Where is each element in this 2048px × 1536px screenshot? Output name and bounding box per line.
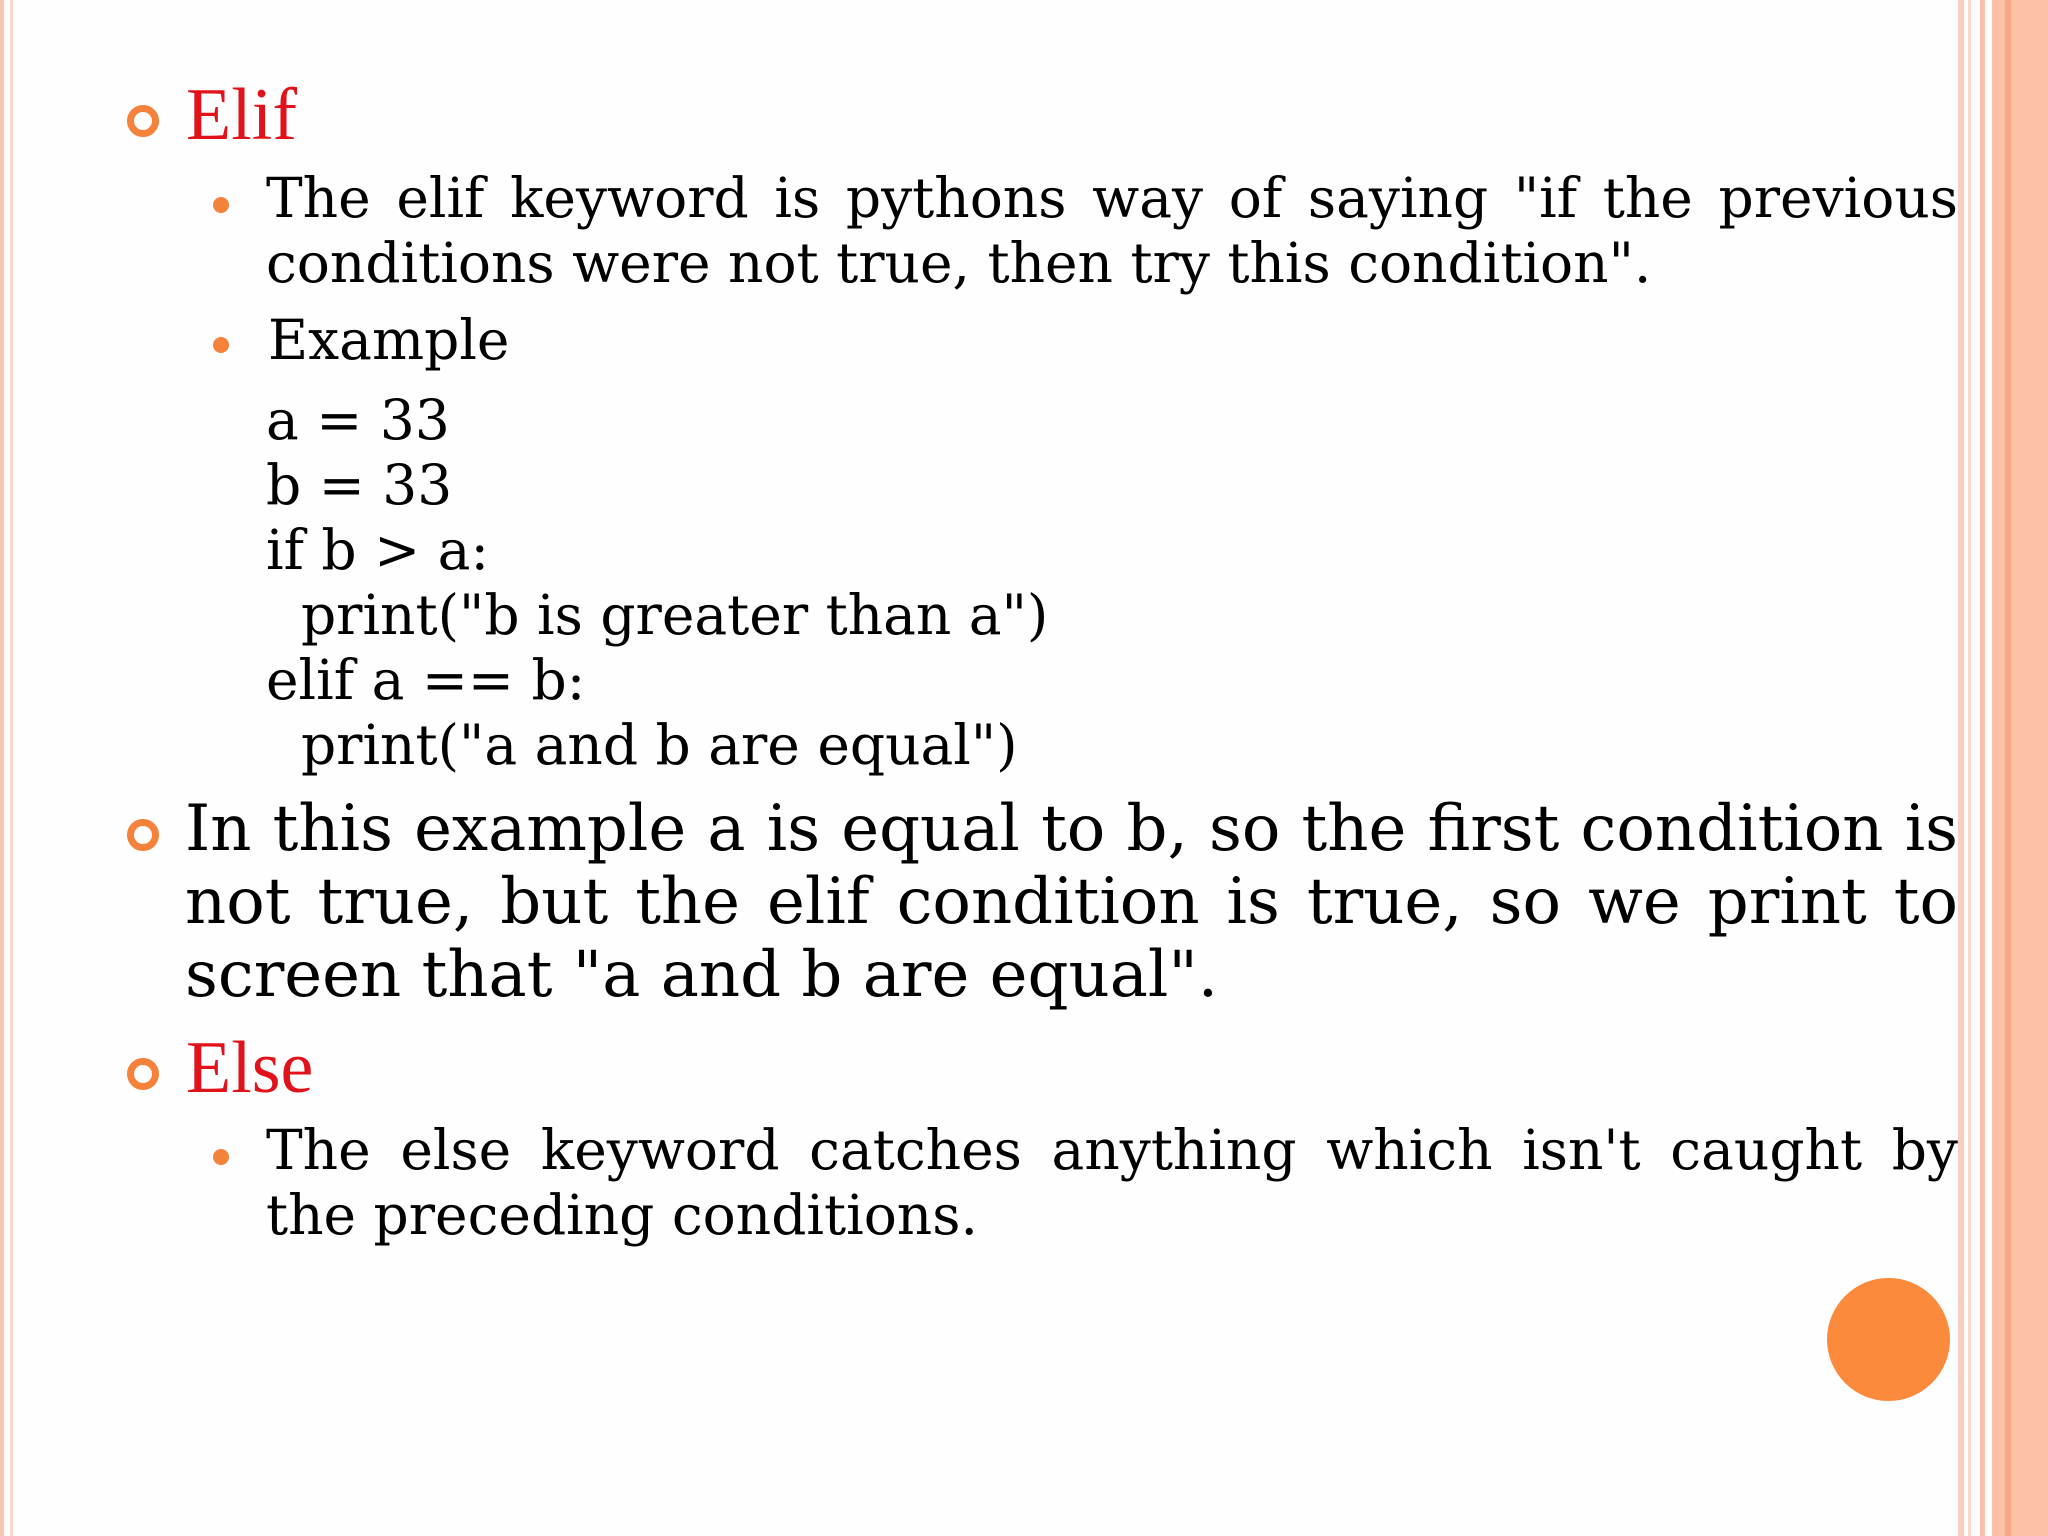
code-line: print("a and b are equal"): [266, 713, 1018, 777]
dot-bullet-icon: [213, 197, 229, 213]
right-border-stripe: [1958, 0, 1964, 1536]
elif-heading: Elif: [186, 74, 297, 156]
else-heading: Else: [186, 1027, 314, 1109]
code-line: elif a == b:: [266, 648, 586, 712]
dot-bullet-icon: [213, 1149, 229, 1165]
explanation-paragraph: In this example a is equal to b, so the first condition is not true, but the elif condition is true, so we print to screen that "a and b are equal".: [185, 792, 1958, 1012]
code-line: print("b is greater than a"): [266, 583, 1049, 647]
elif-description: The elif keyword is pythons way of saying "if the previous conditions were not true, then try this condition".: [266, 166, 1958, 295]
ring-bullet-icon: [127, 819, 159, 851]
right-border-stripe: [2005, 0, 2011, 1536]
example-label: Example: [268, 308, 510, 372]
right-border-stripe: [1968, 0, 1971, 1536]
code-line: if b > a:: [266, 518, 490, 582]
ring-bullet-icon: [127, 105, 159, 137]
ring-bullet-icon: [127, 1058, 159, 1090]
code-line: a = 33: [266, 388, 450, 452]
code-line: b = 33: [266, 453, 453, 517]
right-border-stripe: [1992, 0, 2048, 1536]
else-description: The else keyword catches anything which isn't caught by the preceding conditions.: [266, 1118, 1958, 1247]
dot-bullet-icon: [213, 337, 229, 353]
right-border-stripe: [1980, 0, 1985, 1536]
